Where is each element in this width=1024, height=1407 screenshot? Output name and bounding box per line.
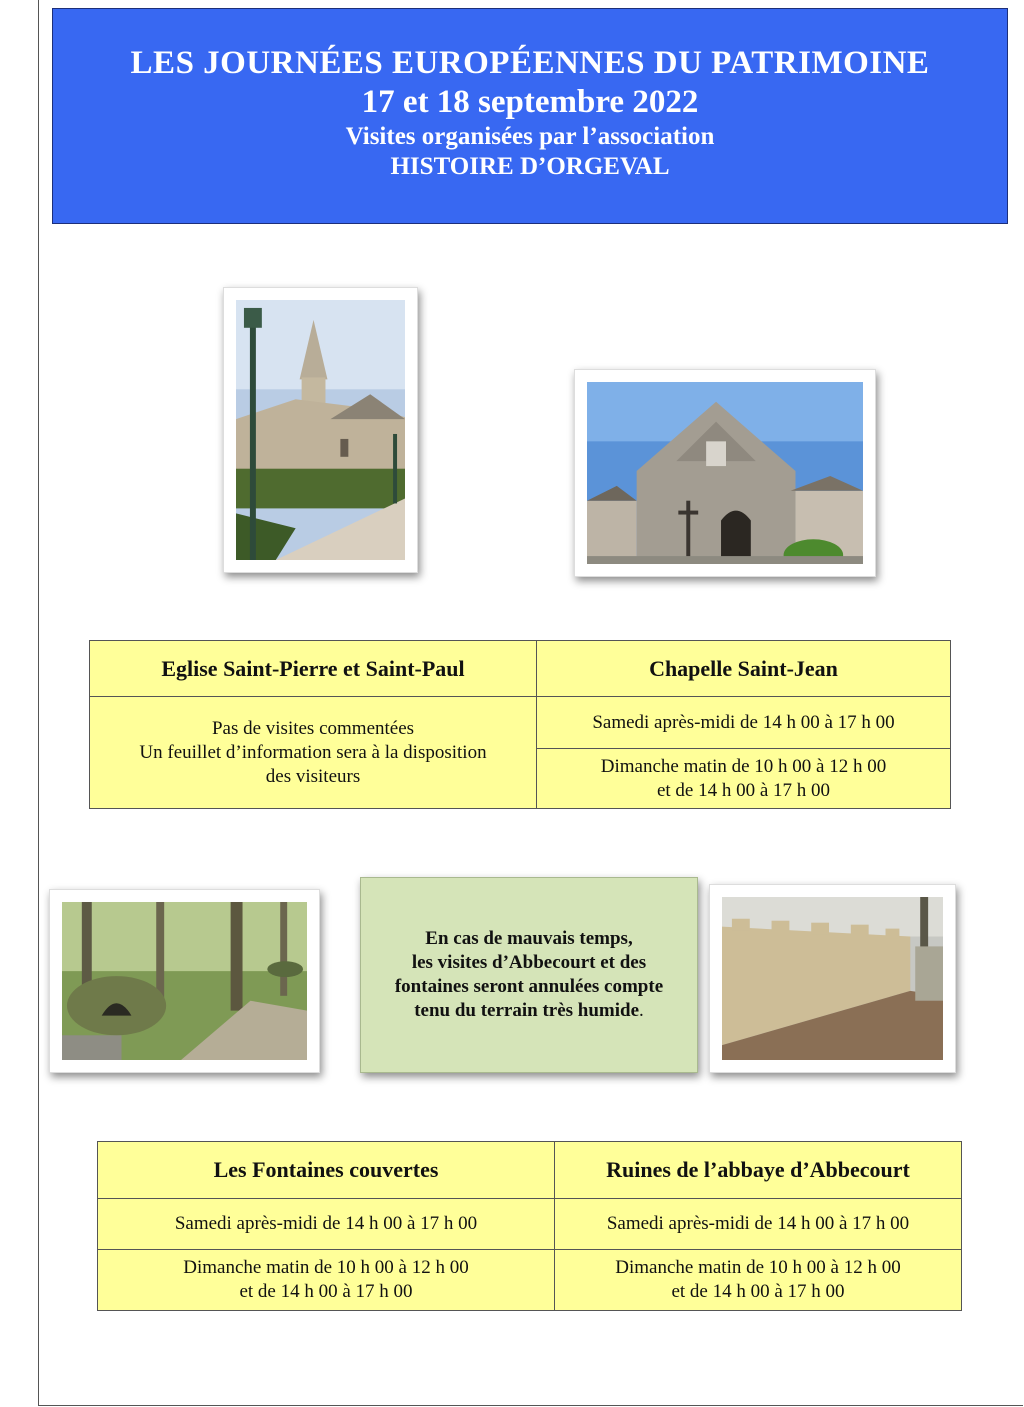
church-info-line-3: des visiteurs — [265, 765, 361, 787]
fountains-sunday-line-2: et de 14 h 00 à 17 h 00 — [239, 1281, 413, 1302]
notice-line-2: les visites d’Abbecourt et des — [411, 952, 647, 973]
church-info-line-2: Un feuillet d’information sera à la disposition — [139, 741, 487, 763]
notice-line-4: tenu du terrain très humide — [414, 1000, 640, 1021]
church-info-line-1: Pas de visites commentées — [211, 717, 415, 739]
organizer-name: HISTOIRE D’ORGEVAL — [390, 153, 670, 180]
event-subtitle: Visites organisées par l’association — [345, 123, 715, 150]
event-title: LES JOURNÉES EUROPÉENNES DU PATRIMOINE — [130, 45, 930, 81]
chapel-title: Chapelle Saint-Jean — [537, 641, 951, 697]
fountains-sunday — [98, 1250, 555, 1311]
chapel-sunday-line-1: Dimanche matin de 10 h 00 à 12 h 00 — [600, 755, 887, 777]
fountains-sunday-line-1: Dimanche matin de 10 h 00 à 12 h 00 — [183, 1257, 469, 1278]
bad-weather-notice — [360, 877, 698, 1073]
church-title: Eglise Saint-Pierre et Saint-Paul — [90, 641, 537, 697]
notice-line-3: fontaines seront annulées compte — [394, 976, 664, 997]
chapel-photo — [574, 369, 876, 577]
abbey-ruins-photo — [709, 884, 956, 1073]
abbey-title: Ruines de l’abbaye d’Abbecourt — [555, 1142, 962, 1199]
church-photo — [223, 287, 418, 573]
notice-line-1: En cas de mauvais temps, — [425, 928, 633, 949]
fountains-saturday: Samedi après-midi de 14 h 00 à 17 h 00 — [98, 1199, 555, 1250]
notice-end: . — [639, 1000, 644, 1021]
chapel-sunday-line-2: et de 14 h 00 à 17 h 00 — [656, 779, 831, 801]
abbey-sunday-line-1: Dimanche matin de 10 h 00 à 12 h 00 — [615, 1257, 901, 1278]
fountains-photo — [49, 889, 320, 1073]
header-banner — [52, 8, 1008, 224]
chapel-saturday: Samedi après-midi de 14 h 00 à 17 h 00 — [537, 697, 951, 749]
schedule-table-churches — [89, 640, 951, 809]
abbey-sunday — [555, 1250, 962, 1311]
church-info — [90, 697, 537, 809]
abbey-saturday: Samedi après-midi de 14 h 00 à 17 h 00 — [555, 1199, 962, 1250]
event-dates: 17 et 18 septembre 2022 — [361, 84, 699, 120]
chapel-sunday — [537, 749, 951, 809]
abbey-sunday-line-2: et de 14 h 00 à 17 h 00 — [671, 1281, 845, 1302]
fountains-title: Les Fontaines couvertes — [98, 1142, 555, 1199]
schedule-table-sites — [97, 1141, 962, 1311]
